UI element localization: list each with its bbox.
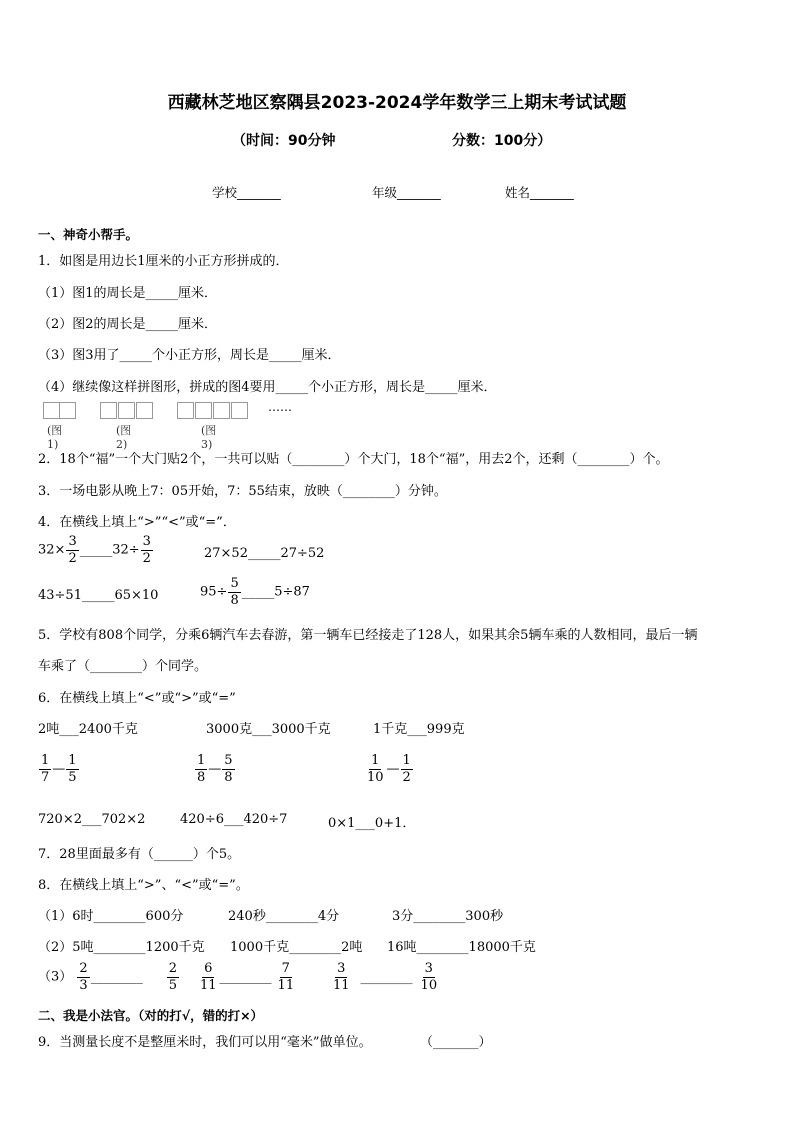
q8-3-e-numerator: 3 <box>337 961 346 976</box>
q4a-denominator-1: 2 <box>68 550 77 566</box>
q6f3-numerator-2: 1 <box>402 753 411 768</box>
q6f2-fraction-1 <box>195 754 207 784</box>
question-6-item-c: 1千克___999克 <box>373 722 465 737</box>
question-5-line-2: 车乘了（________）个同学。 <box>38 659 208 674</box>
question-8-row-3-mid: $\frac{6}{11}$ ________ $\frac{7}{11}$ <box>200 961 295 993</box>
q6f1-denominator-2: 5 <box>68 769 77 785</box>
q6f1-fraction-1 <box>39 754 51 784</box>
q6f1-numerator-2: 1 <box>68 753 77 768</box>
question-1-part-3: （3）图3用了_____个小正方形，周长是_____厘米． <box>38 348 341 363</box>
question-6-item-f: 0×1___0+1． <box>328 816 416 831</box>
q8-3-f-numerator: 3 <box>424 961 433 976</box>
question-1-part-4: （4）继续像这样拼图形，拼成的图4要用_____个小正方形，周长是_____厘米． <box>38 380 497 395</box>
q4d-numerator: 5 <box>230 576 239 591</box>
q8-3-e-denominator: 11 <box>333 977 350 993</box>
q8-3-fraction-b <box>167 962 179 992</box>
question-8-row-2-a: （2）5吨________1200千克 <box>38 940 205 955</box>
figure-continuation-dots: …… <box>268 400 292 414</box>
name-field[interactable]: 姓名_______ <box>505 185 574 200</box>
question-9-answer-blank[interactable]: （_______） <box>420 1035 492 1050</box>
q4d-prefix: 95÷ <box>200 584 228 600</box>
q8-3-fraction-a <box>77 962 89 992</box>
q6f3-fraction-2 <box>401 754 413 784</box>
question-1-part-1: （1）图1的周长是_____厘米． <box>38 286 218 301</box>
q6f3-fraction-1 <box>365 754 386 784</box>
q8-3-a-denominator: 3 <box>79 977 88 993</box>
grade-field[interactable]: 年级_______ <box>372 185 441 200</box>
question-6-item-d: 720×2___702×2 <box>38 812 146 827</box>
page-title: 西藏林芝地区察隅县2023-2024学年数学三上期末考试试题 <box>167 93 627 113</box>
school-field[interactable]: 学校_______ <box>212 185 281 200</box>
question-5-line-1: 5．学校有808个同学，分乘6辆汽车去春游，第一辆车已经接走了128人，如果其余5辆车乘的人数相同，最后一辆 <box>38 628 698 643</box>
q6f3-denominator-2: 2 <box>402 769 411 785</box>
question-6-item-b: 3000克___3000千克 <box>206 722 331 737</box>
question-2: 2．18个“福”一个大门贴2个，一共可以贴（________）个大门，18个“福”，用去2个，还剩（________）个。 <box>38 452 669 467</box>
figure-1-label: (图1) <box>47 424 63 451</box>
question-8-row-3-right: $\frac{3}{11}$ ________ $\frac{3}{10}$ <box>333 961 438 993</box>
q6f2-denominator-2: 8 <box>224 769 233 785</box>
question-6-item-a: 2吨___2400千克 <box>38 722 138 737</box>
question-6-fraction-a: $\frac{1}{7}$ — $\frac{1}{5}$ <box>41 753 77 785</box>
q4a-denominator-2: 2 <box>142 550 151 566</box>
q6f2-denominator-1: 8 <box>197 769 206 785</box>
exam-time: （时间：90分钟 <box>232 133 336 149</box>
question-7: 7．28里面最多有（______）个5。 <box>38 847 241 862</box>
question-8-row-2-c: 16吨________18000千克 <box>387 940 536 955</box>
q4d-fraction <box>228 577 240 607</box>
q8-3-fraction-e <box>331 962 352 992</box>
question-1: 1．如图是用边长1厘米的小正方形拼成的． <box>38 254 289 269</box>
question-3: 3．一场电影从晚上7：05开始，7：55结束，放映（________）分钟。 <box>38 484 447 499</box>
q4a-fraction-1 <box>66 535 78 565</box>
question-9: 9．当测量长度不是整厘米时，我们可以用“毫米”做单位。 <box>38 1035 372 1050</box>
question-8: 8．在横线上填上“>”、“<”或“=”。 <box>38 878 249 893</box>
question-6-fraction-b: $\frac{1}{8}$ — $\frac{5}{8}$ <box>197 753 233 785</box>
figure-2-label: (图2) <box>116 424 132 451</box>
q8-3-b-denominator: 5 <box>168 977 177 993</box>
q8-3-c-denominator: 11 <box>200 977 217 993</box>
question-8-row-1-c: 3分________300秒 <box>392 909 504 924</box>
question-8-row-2-b: 1000千克________2吨 <box>230 940 363 955</box>
question-8-row-1-a: （1）6时________600分 <box>38 909 184 924</box>
q8-3-f-denominator: 10 <box>420 977 438 993</box>
q4a-prefix: 32× <box>38 542 66 558</box>
q4a-fraction-2 <box>141 535 153 565</box>
q4a-numerator-1: 3 <box>68 534 77 549</box>
q4a-numerator-2: 3 <box>142 534 151 549</box>
q4d-suffix: _____5÷87 <box>241 584 310 600</box>
q6f2-numerator-1: 1 <box>197 753 206 768</box>
question-4: 4．在横线上填上“>”“<”或“=”． <box>38 515 236 530</box>
question-8-row-3: （3） $\frac{2}{3}$ ________ $\frac{2}{5}$ <box>38 961 177 993</box>
section-2-heading: 二、我是小法官。（对的打√，错的打×） <box>38 1008 264 1023</box>
q4a-middle: _____32÷ <box>79 542 140 558</box>
q6f1-numerator-1: 1 <box>41 753 50 768</box>
q8-3-c-numerator: 6 <box>204 961 213 976</box>
q6f1-fraction-2 <box>66 754 78 784</box>
question-6: 6．在横线上填上“<”或“>”或“=” <box>38 691 236 706</box>
question-6-item-e: 420÷6___420÷7 <box>180 812 288 827</box>
q6f3-numerator-1: 1 <box>371 753 380 768</box>
q8-3-label: （3） <box>38 969 73 985</box>
section-1-heading: 一、神奇小帮手。 <box>38 227 139 242</box>
question-1-part-2: （2）图2的周长是_____厘米． <box>38 317 218 332</box>
q8-3-d-denominator: 11 <box>277 977 295 993</box>
q8-3-a-numerator: 2 <box>79 961 88 976</box>
q6f2-numerator-2: 5 <box>224 753 233 768</box>
question-8-row-1-b: 240秒________4分 <box>228 909 340 924</box>
exam-score: 分数：100分） <box>452 133 552 149</box>
q8-3-d-numerator: 7 <box>281 961 290 976</box>
question-4-item-b: 27×52_____27÷52 <box>204 546 325 561</box>
q6f2-fraction-2 <box>222 754 234 784</box>
question-4-item-c: 43÷51_____65×10 <box>38 588 159 603</box>
q4d-denominator: 8 <box>230 592 239 608</box>
question-6-fraction-c: $\frac{1}{10}$ — $\frac{1}{2}$ <box>367 753 411 785</box>
q8-3-fraction-c <box>198 962 219 992</box>
q6f1-denominator-1: 7 <box>41 769 50 785</box>
q8-3-b-numerator: 2 <box>168 961 177 976</box>
figure-3-label: (图3) <box>201 424 217 451</box>
q6f3-denominator-1: 10 <box>367 769 384 785</box>
question-4-item-d <box>200 577 310 607</box>
q8-3-fraction-d <box>276 962 297 992</box>
q8-3-fraction-f <box>419 962 440 992</box>
question-4-item-a <box>38 535 154 565</box>
